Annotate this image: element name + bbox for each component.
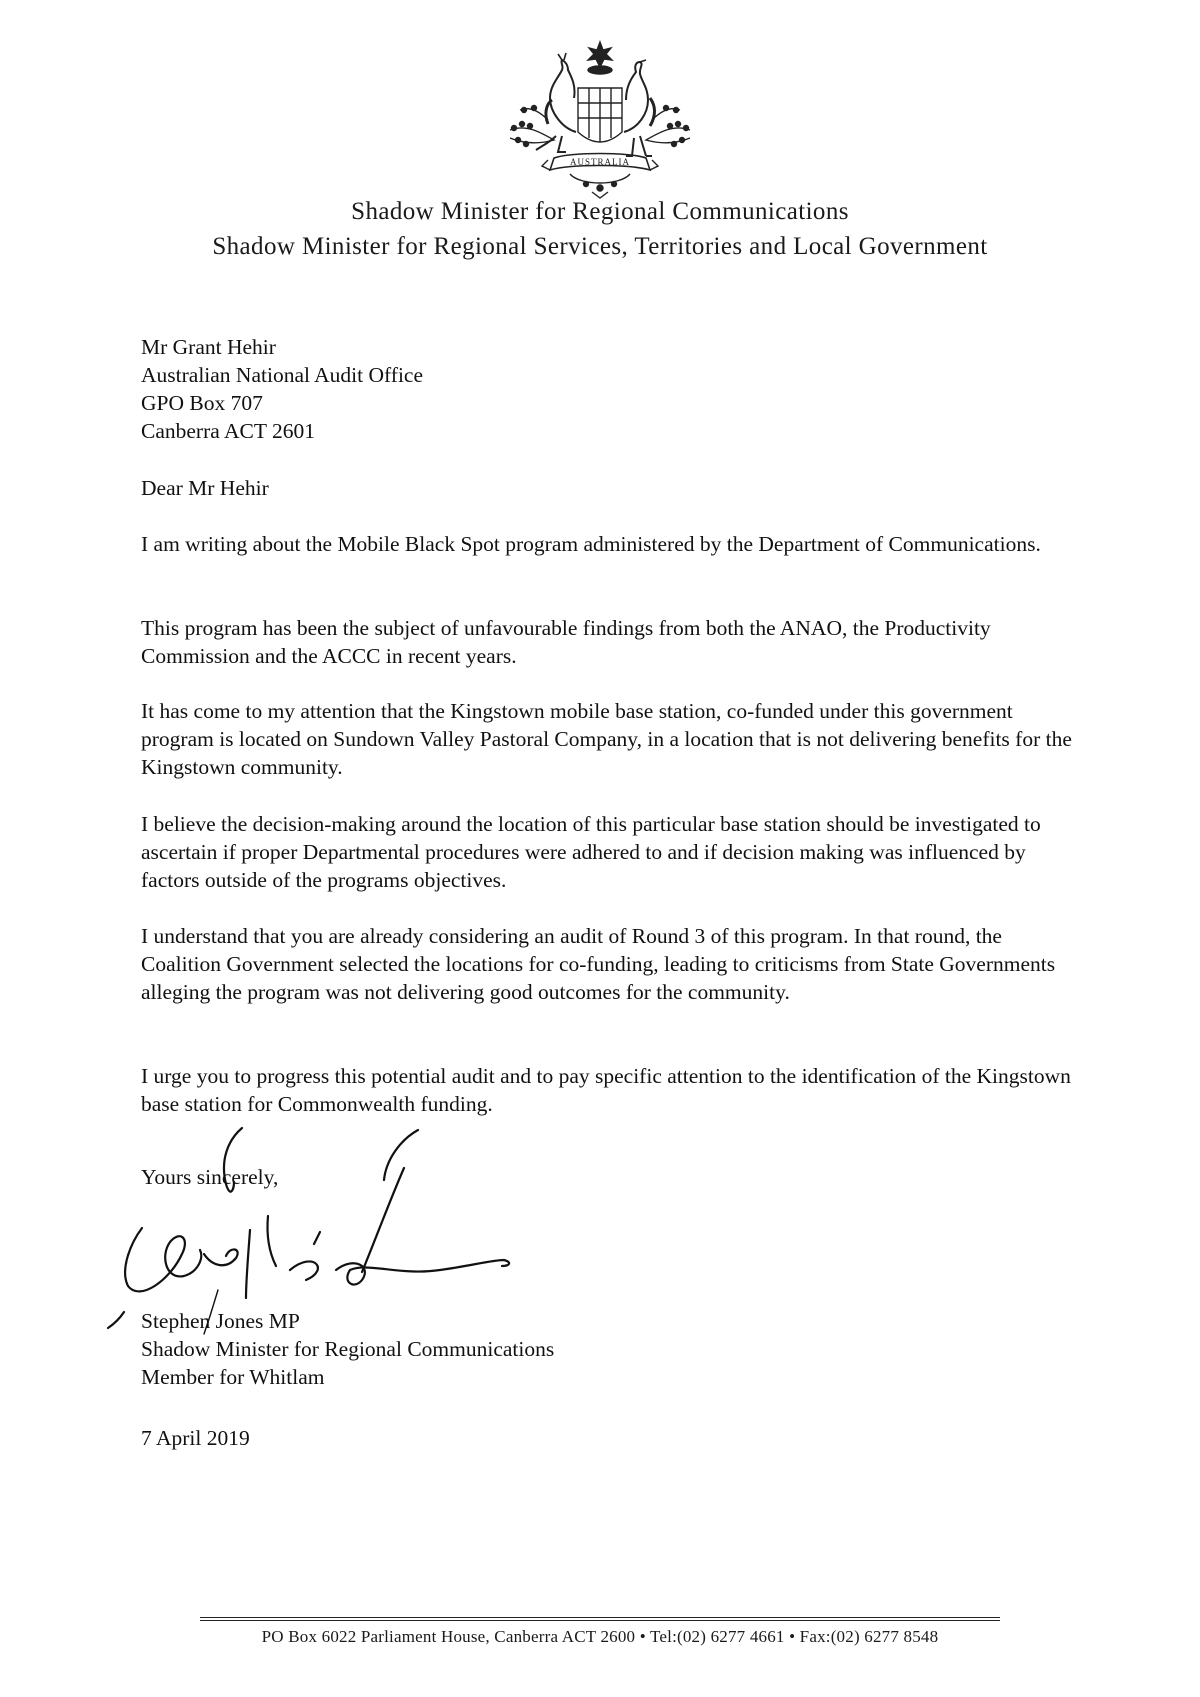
body-paragraph-6: I urge you to progress this potential audit and to pay specific attention to the identification of the Kingstown base station for Commonwealth funding. — [141, 1064, 1071, 1116]
recipient-organisation: Australian National Audit Office — [141, 363, 424, 387]
footer-rule — [200, 1617, 1000, 1618]
body-paragraph-1: I am writing about the Mobile Black Spot program administered by the Department of Communications. — [141, 532, 1041, 556]
signatory-title: Shadow Minister for Regional Communications — [141, 1337, 555, 1361]
body-paragraph-5: I understand that you are already considering an audit of Round 3 of this program. In that round, the Coalition Government selected the locations for co-funding, leading to criticisms from State Governments alleging the program was not delivering good outcomes for the community. — [141, 924, 1056, 1004]
coat-of-arms-emblem — [500, 40, 700, 200]
closing: Yours sincerely, — [141, 1165, 279, 1189]
recipient-address — [141, 333, 423, 445]
recipient-city: Canberra ACT 2601 — [141, 419, 315, 443]
body-paragraph-2: This program has been the subject of unfavourable findings from both the ANAO, the Productivity Commission and the ACCC in recent years. — [141, 616, 991, 668]
signatory-block — [141, 1307, 554, 1391]
letter-date: 7 April 2019 — [141, 1426, 250, 1450]
footer-contact: PO Box 6022 Parliament House, Canberra ACT 2600 • Tel:(02) 6277 4661 • Fax:(02) 6277 8548 — [261, 1627, 939, 1646]
salutation: Dear Mr Hehir — [141, 476, 269, 500]
letterhead-line-2: Shadow Minister for Regional Services, Territories and Local Government — [212, 233, 988, 260]
letterhead-line-1: Shadow Minister for Regional Communications — [351, 198, 849, 225]
svg-text:AUSTRALIA: AUSTRALIA — [570, 157, 630, 167]
body-paragraph-3: It has come to my attention that the Kingstown mobile base station, co-funded under this government program is located on Sundown Valley Pastoral Company, in a location that is not delivering benefits for the Kingstown community. — [141, 699, 1072, 779]
recipient-box: GPO Box 707 — [141, 391, 263, 415]
footer-rule-double — [200, 1620, 1000, 1621]
body-paragraph-4: I believe the decision-making around the location of this particular base station should be investigated to ascertain if proper Departmental procedures were adhered to and if decision making was influenced by factors outside of the programs objectives. — [141, 812, 1041, 892]
signatory-name: Stephen Jones MP — [141, 1309, 300, 1333]
signatory-electorate: Member for Whitlam — [141, 1365, 325, 1389]
recipient-name: Mr Grant Hehir — [141, 335, 276, 359]
